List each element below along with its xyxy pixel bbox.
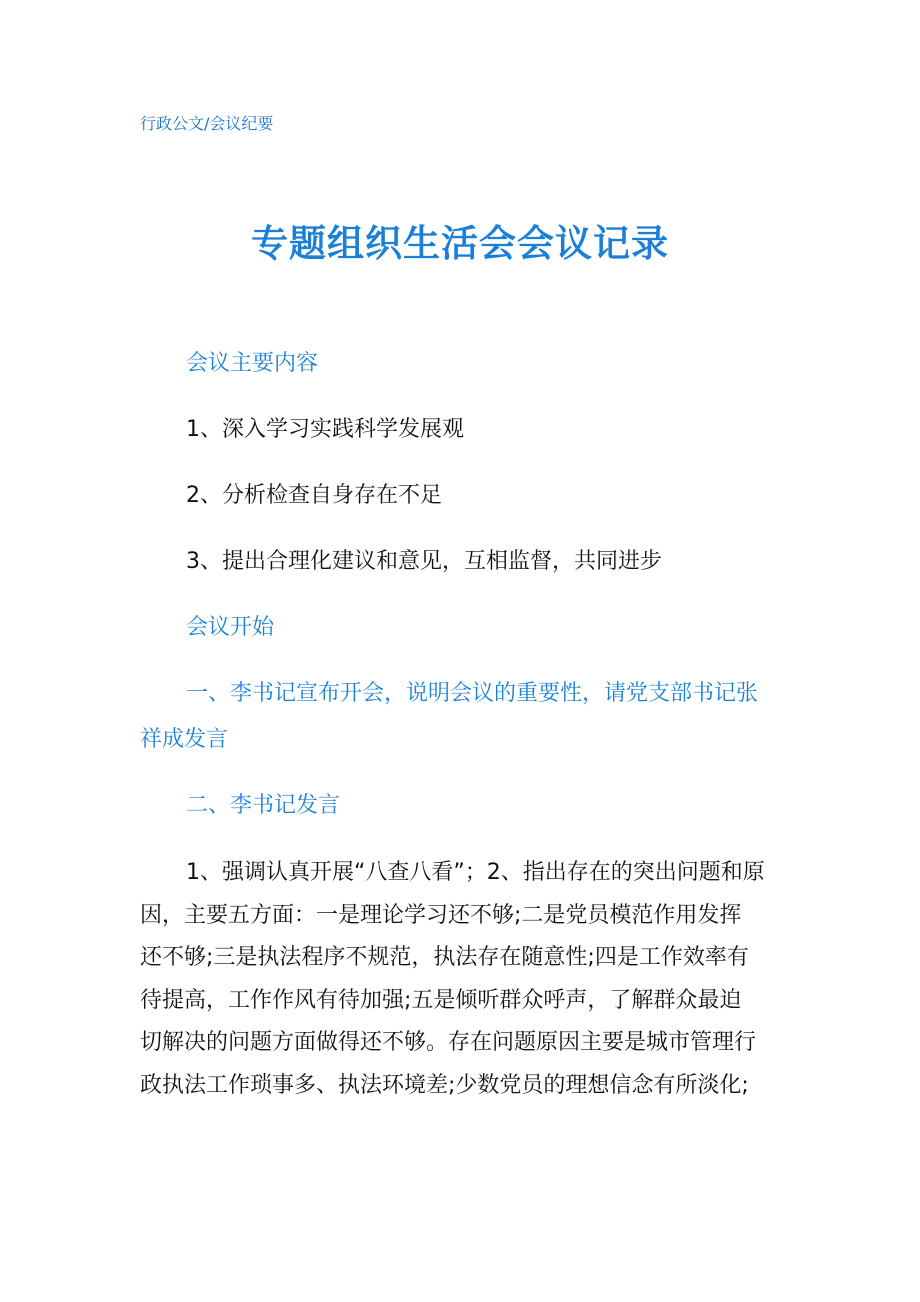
paragraph-line: 1、强调认真开展“八查八看”；2、指出存在的突出问题和原 <box>186 860 765 885</box>
agenda-item-3: 3、提出合理化建议和意见，互相监督，共同进步 <box>186 549 662 574</box>
page-title: 专题组织生活会会议记录 <box>251 222 669 265</box>
step-one-line-1: 一、李书记宣布开会，说明会议的重要性，请党支部书记张 <box>186 681 759 706</box>
speech-paragraph <box>140 852 780 1107</box>
paragraph-line: 还不够;三是执法程序不规范，执法存在随意性;四是工作效率有 <box>140 945 749 970</box>
step-one-line-2: 祥成发言 <box>140 727 229 752</box>
paragraph-line: 待提高，工作作风有待加强;五是倾听群众呼声，了解群众最迫 <box>140 987 742 1013</box>
step-two-heading: 二、李书记发言 <box>186 793 341 818</box>
agenda-item-1: 1、深入学习实践科学发展观 <box>186 417 464 442</box>
breadcrumb: 行政公文/会议纪要 <box>140 114 274 133</box>
main-content-heading: 会议主要内容 <box>186 351 319 376</box>
agenda-item-2: 2、分析检查自身存在不足 <box>186 483 442 508</box>
paragraph-line: 切解决的问题方面做得还不够。存在问题原因主要是城市管理行 <box>140 1030 757 1055</box>
paragraph-line: 因，主要五方面：一是理论学习还不够;二是党员模范作用发挥 <box>140 902 742 928</box>
meeting-start-heading: 会议开始 <box>186 615 275 640</box>
paragraph-line: 政执法工作琐事多、执法环境差;少数党员的理想信念有所淡化; <box>140 1072 749 1098</box>
